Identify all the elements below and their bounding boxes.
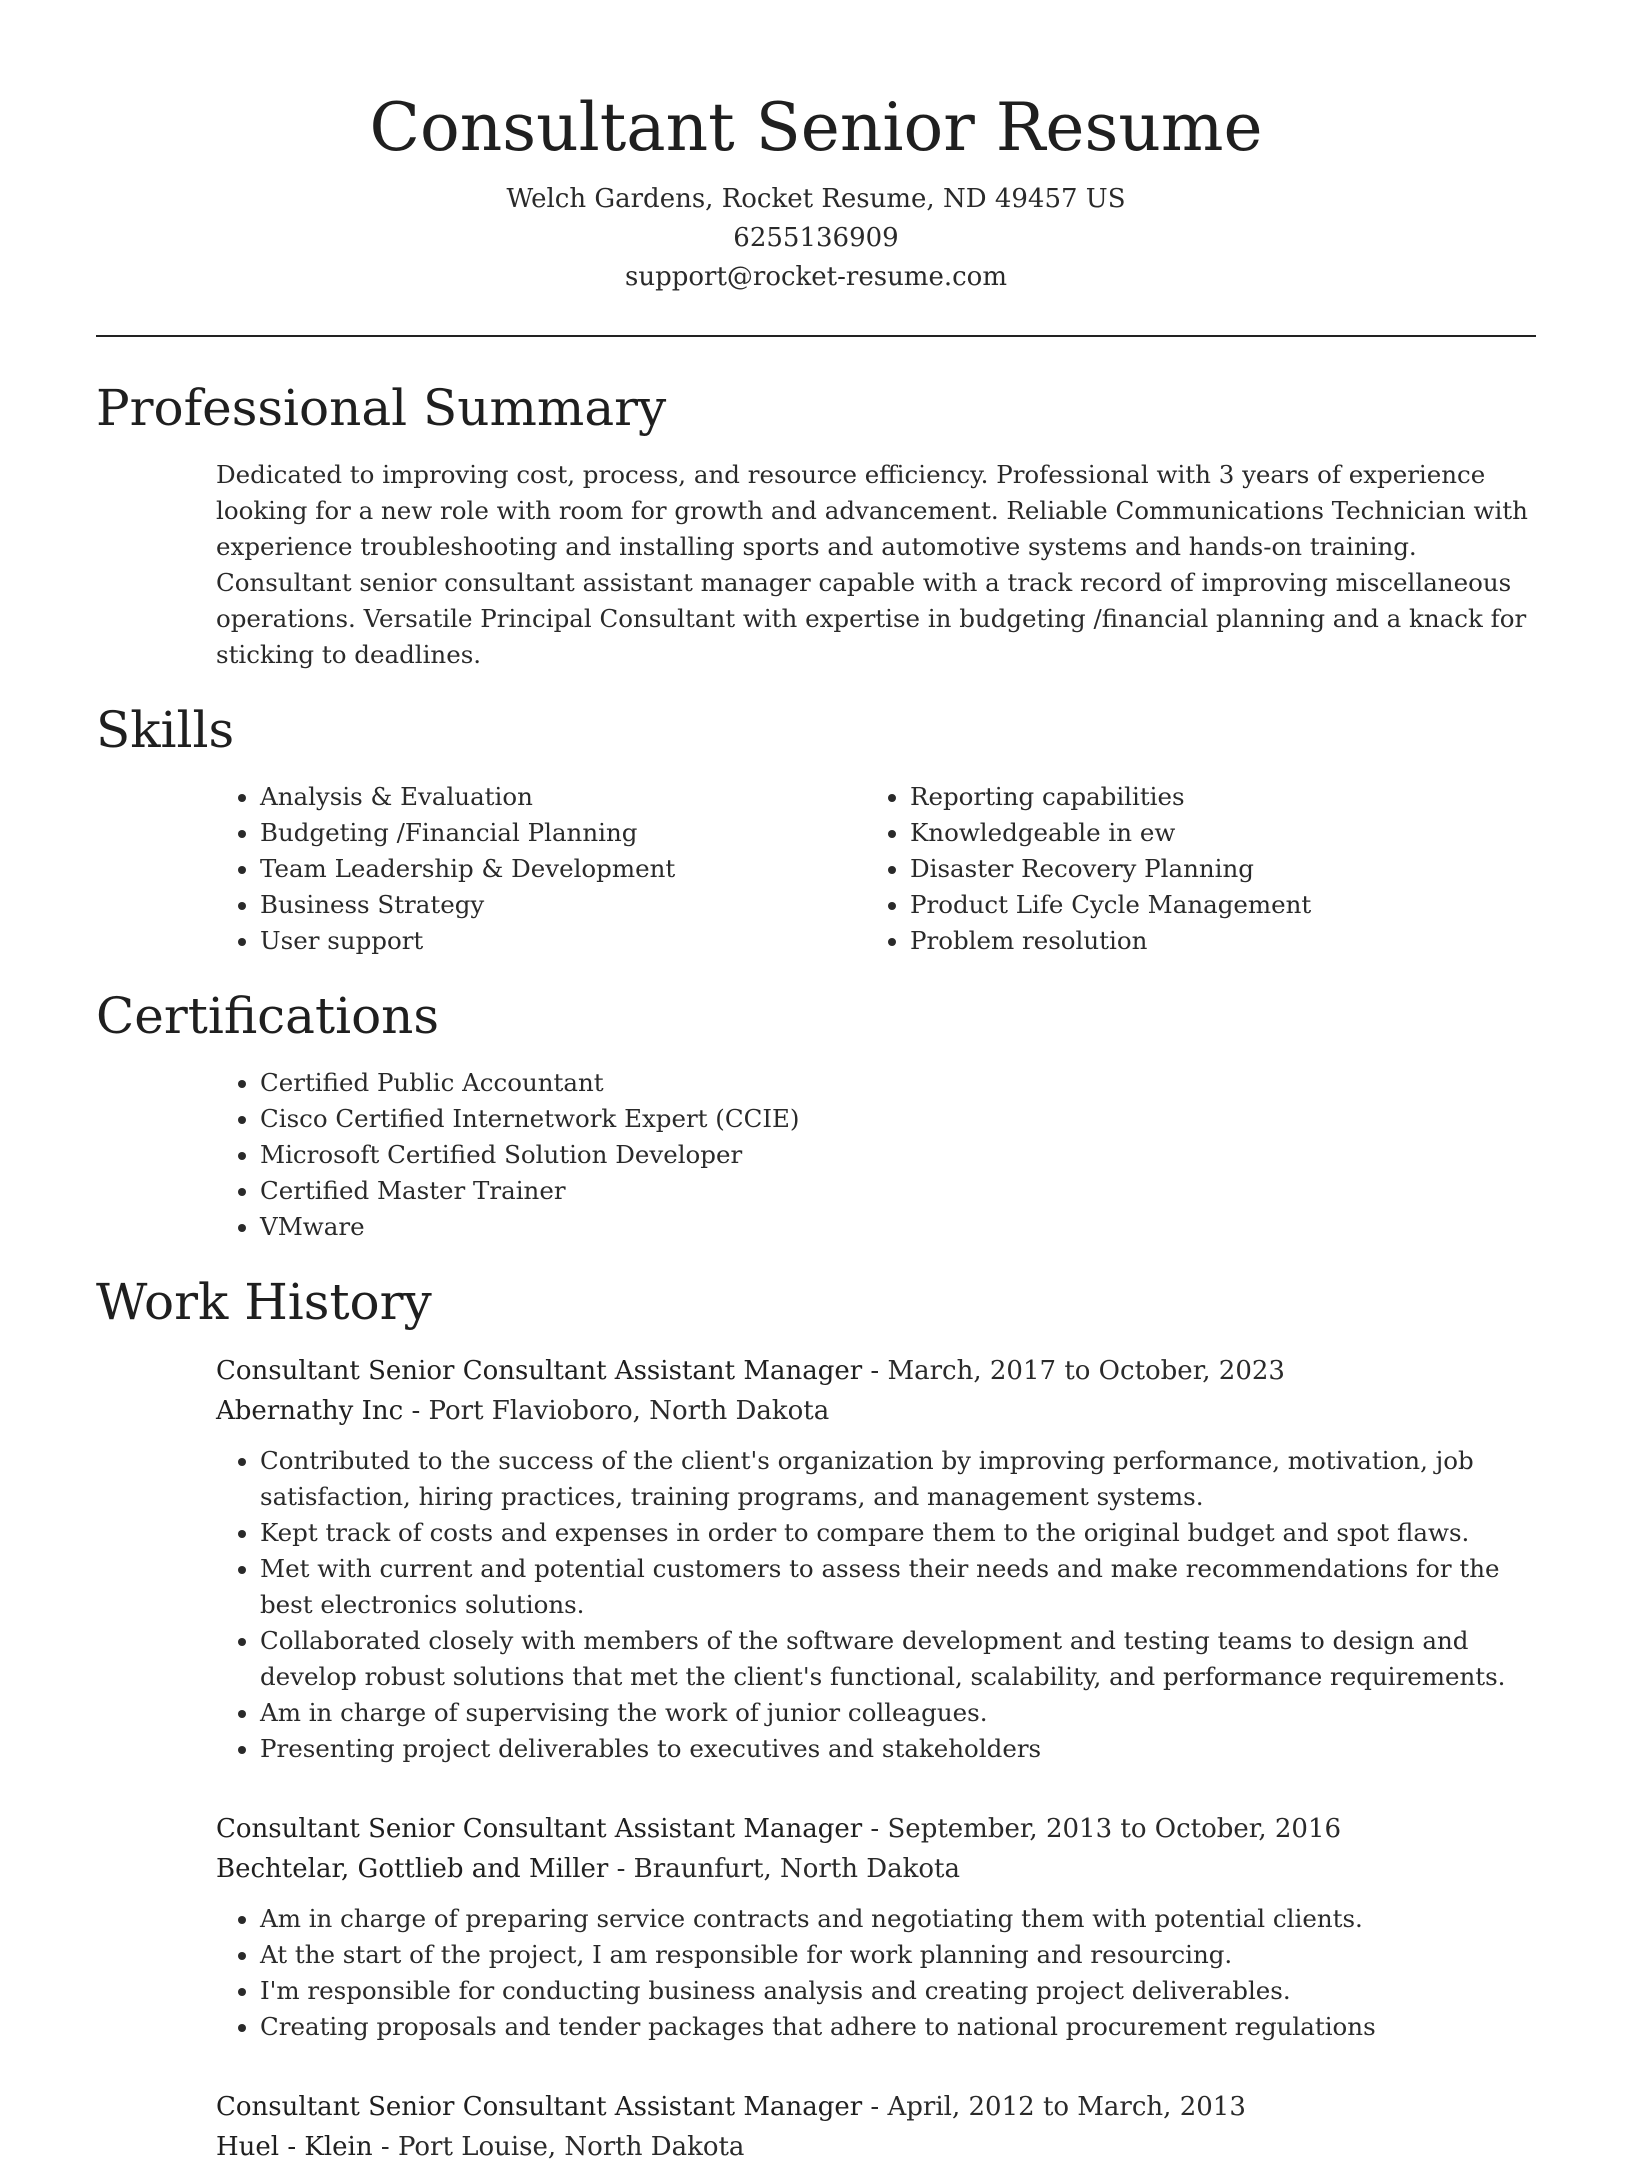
job-company-line: Huel - Klein - Port Louise, North Dakota: [216, 2132, 745, 2162]
job-bullet: • At the start of the project, I am responsible for work planning and resourcing.: [260, 1937, 1536, 1973]
skill-item: • Business Strategy: [260, 887, 866, 923]
skills-column-left: [216, 779, 866, 959]
job-company: Abernathy Inc: [216, 1396, 404, 1426]
certification-item: • Certified Master Trainer: [260, 1173, 1536, 1209]
summary-heading: Professional Summary: [96, 379, 667, 437]
job-bullet: • Collaborated closely with members of the software development and testing teams to design and develop robust solutions that met the client's functional, scalability, and performance requirements.: [260, 1623, 1536, 1695]
contact-address: Welch Gardens, Rocket Resume, ND 49457 US: [506, 184, 1126, 214]
work-history-heading: Work History: [96, 1273, 432, 1331]
job-title: Consultant Senior Consultant Assistant Manager: [216, 1814, 863, 1844]
skills-list-right: [866, 779, 1516, 959]
header-divider: [96, 335, 1536, 337]
job-bullets: [216, 1443, 1536, 1767]
certification-item: • Certified Public Accountant: [260, 1065, 1536, 1101]
job-company: Huel - Klein: [216, 2132, 373, 2162]
skills-section: [96, 699, 1536, 959]
job-bullet: • I'm responsible for conducting business analysis and creating project deliverables.: [260, 1973, 1536, 2009]
job-location: Port Louise, North Dakota: [397, 2132, 745, 2162]
job-title: Consultant Senior Consultant Assistant Manager: [216, 1356, 863, 1386]
job-entry: [216, 1351, 1536, 1767]
contact-block: [96, 180, 1536, 297]
resume-header: [96, 0, 1536, 337]
job-company: Bechtelar, Gottlieb and Miller: [216, 1854, 609, 1884]
job-dates: March, 2017 to October, 2023: [887, 1356, 1285, 1386]
resume-page: [96, 0, 1536, 2167]
skill-item: • Analysis & Evaluation: [260, 779, 866, 815]
job-company-line: Bechtelar, Gottlieb and Miller - Braunfurt, North Dakota: [216, 1854, 960, 1884]
job-bullets-wrap: [216, 1901, 1536, 2045]
certification-item: • VMware: [260, 1209, 1536, 1245]
job-bullet: • Met with current and potential customers to assess their needs and make recommendations for the best electronics solutions.: [260, 1551, 1536, 1623]
summary-section: [96, 377, 1536, 673]
job-bullet: • Am in charge of supervising the work of junior colleagues.: [260, 1695, 1536, 1731]
job-bullets: [216, 1901, 1536, 2045]
skills-column-right: [866, 779, 1516, 959]
resume-title: Consultant Senior Resume: [369, 89, 1263, 166]
certification-item: • Cisco Certified Internetwork Expert (CCIE): [260, 1101, 1536, 1137]
job-bullet: • Am in charge of preparing service contracts and negotiating them with potential clients.: [260, 1901, 1536, 1937]
job-entry: [216, 2087, 1536, 2167]
job-location: Braunfurt, North Dakota: [633, 1854, 960, 1884]
job-dates: September, 2013 to October, 2016: [887, 1814, 1342, 1844]
summary-text: Dedicated to improving cost, process, and resource efficiency. Professional with 3 years of experience looking for a new role with room for growth and advancement. Reliable Communications Technician with experience troubleshooting and installing sports and automotive systems and hands-on training. Consultant senior consultant assistant manager capable with a track record of improving miscellaneous operations. Versatile Principal Consultant with expertise in budgeting /financial planning and a knack for sticking to deadlines.: [216, 460, 1528, 669]
job-location: Port Flavioboro, North Dakota: [428, 1396, 830, 1426]
skill-item: • Team Leadership & Development: [260, 851, 866, 887]
job-bullet: • Presenting project deliverables to executives and stakeholders: [260, 1731, 1536, 1767]
job-entry: [216, 1809, 1536, 2045]
job-title-line: Consultant Senior Consultant Assistant Manager - March, 2017 to October, 2023: [216, 1356, 1285, 1386]
certification-item: • Microsoft Certified Solution Developer: [260, 1137, 1536, 1173]
job-bullets-wrap: [216, 1443, 1536, 1767]
skill-item: • User support: [260, 923, 866, 959]
skill-item: • Knowledgeable in ew: [910, 815, 1516, 851]
skill-item: • Budgeting /Financial Planning: [260, 815, 866, 851]
skill-item: • Disaster Recovery Planning: [910, 851, 1516, 887]
skills-grid: [216, 779, 1536, 959]
certifications-list: [216, 1065, 1536, 1245]
job-dates: April, 2012 to March, 2013: [887, 2092, 1246, 2122]
certifications-list-wrap: [216, 1065, 1536, 1245]
certifications-section: [96, 985, 1536, 1245]
job-company-line: Abernathy Inc - Port Flavioboro, North Dakota: [216, 1396, 830, 1426]
job-bullet: • Contributed to the success of the client's organization by improving performance, motivation, job satisfaction, hiring practices, training programs, and management systems.: [260, 1443, 1536, 1515]
work-history-section: [96, 1271, 1536, 2167]
certifications-heading: Certifications: [96, 987, 440, 1045]
contact-phone: 6255136909: [733, 223, 899, 253]
job-title-line: Consultant Senior Consultant Assistant Manager - September, 2013 to October, 2016: [216, 1814, 1342, 1844]
skill-item: • Problem resolution: [910, 923, 1516, 959]
job-bullet: • Creating proposals and tender packages that adhere to national procurement regulations: [260, 2009, 1536, 2045]
skill-item: • Reporting capabilities: [910, 779, 1516, 815]
skills-heading: Skills: [96, 701, 235, 759]
skill-item: • Product Life Cycle Management: [910, 887, 1516, 923]
job-title: Consultant Senior Consultant Assistant Manager: [216, 2092, 863, 2122]
contact-email: support@rocket-resume.com: [624, 262, 1007, 292]
job-bullet: • Kept track of costs and expenses in order to compare them to the original budget and spot flaws.: [260, 1515, 1536, 1551]
skills-list-left: [216, 779, 866, 959]
job-title-line: Consultant Senior Consultant Assistant Manager - April, 2012 to March, 2013: [216, 2092, 1246, 2122]
